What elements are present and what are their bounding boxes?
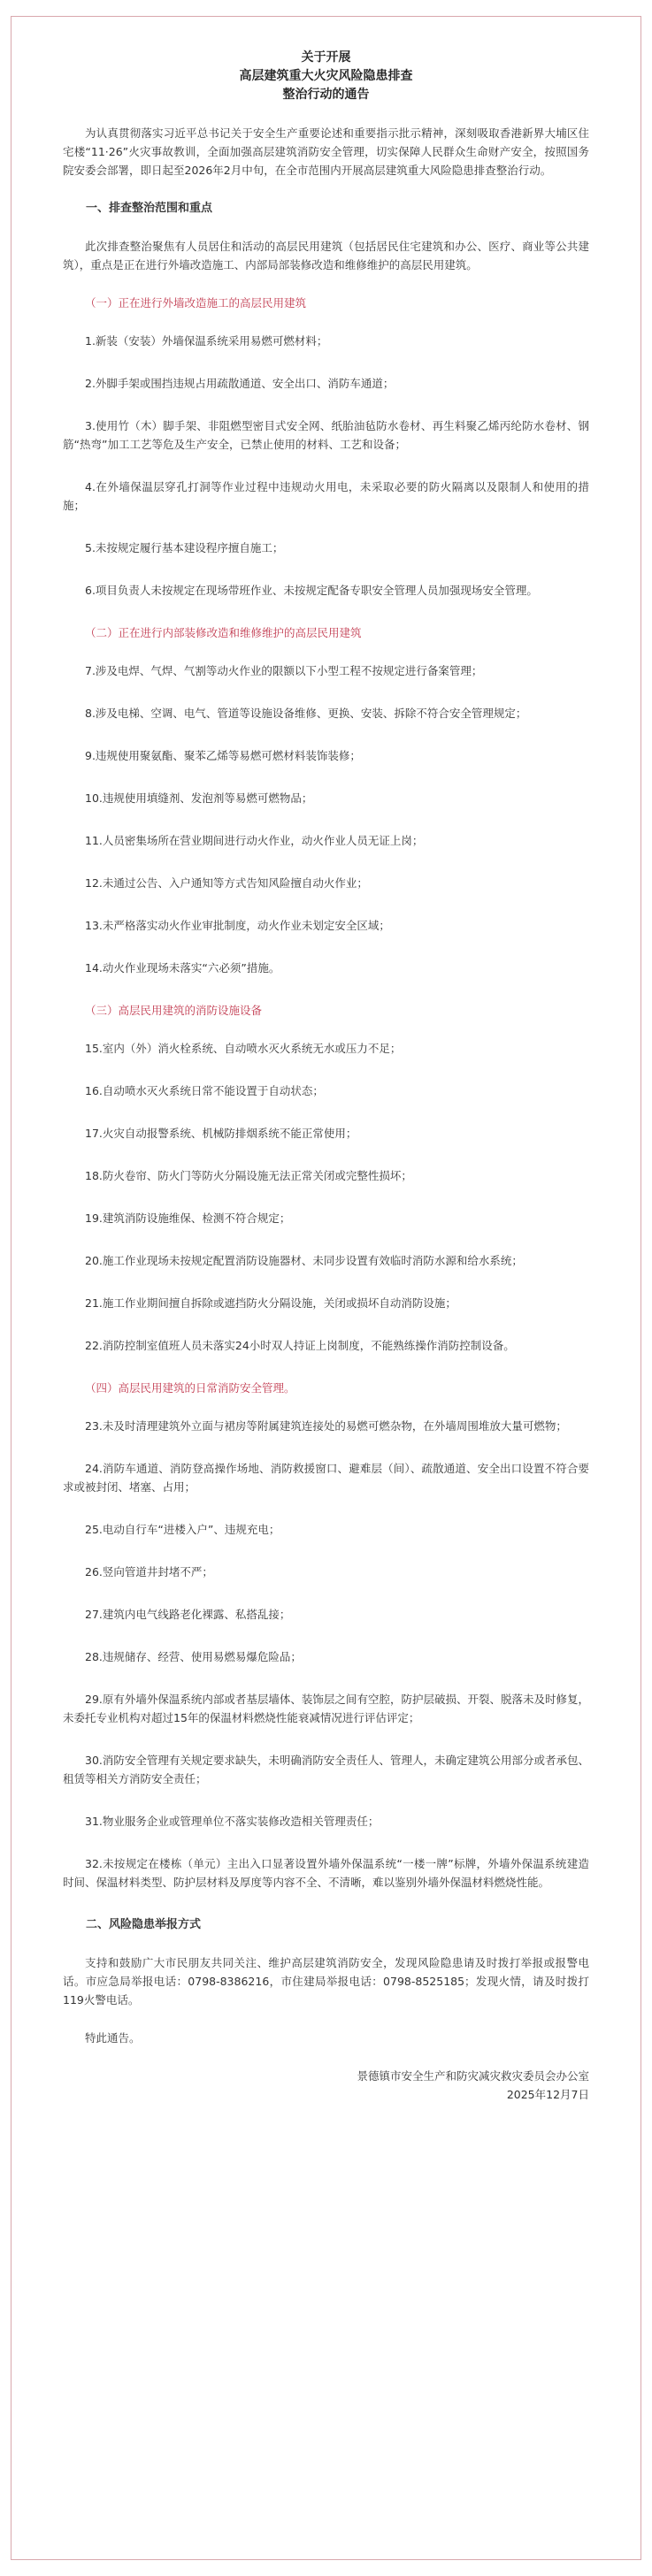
list-item: 18.防火卷帘、防火门等防火分隔设施无法正常关闭或完整性损坏； [85, 1169, 412, 1182]
list-item: 21.施工作业期间擅自拆除或遮挡防火分隔设施，关闭或损坏自动消防设施； [85, 1296, 456, 1310]
notice-body [63, 49, 589, 2104]
closing-text: 特此通告。 [85, 2031, 141, 2045]
list-item: 5.未按规定履行基本建设程序擅自施工； [85, 541, 284, 554]
group-2-heading: （二）正在进行内部装修改造和维修维护的高层民用建筑 [85, 626, 362, 639]
list-item: 24.消防车通道、消防登高操作场地、消防救援窗口、避难层（间）、疏散通道、安全出口设置不符合要求或被封闭、堵塞、占用； [63, 1462, 589, 1494]
list-item: 17.火灾自动报警系统、机械防排烟系统不能正常使用； [85, 1127, 357, 1140]
list-item: 27.建筑内电气线路老化裸露、私搭乱接； [85, 1608, 291, 1621]
section-1-intro: 此次排查整治聚焦有人员居住和活动的高层民用建筑（包括居民住宅建筑和办公、医疗、商业等公共建筑），重点是正在进行外墙改造施工、内部局部装修改造和维修维护的高层民用建筑。 [63, 240, 589, 271]
list-item: 1.新装（安装）外墙保温系统采用易燃可燃材料； [85, 334, 328, 348]
group-4-heading: （四）高层民用建筑的日常消防安全管理。 [85, 1381, 295, 1395]
list-item: 19.建筑消防设施维保、检测不符合规定； [85, 1212, 291, 1225]
list-item: 28.违规储存、经营、使用易燃易爆危险品； [85, 1650, 302, 1663]
list-item: 11.人员密集场所在营业期间进行动火作业，动火作业人员无证上岗； [85, 834, 424, 847]
title-line-3: 整治行动的通告 [282, 88, 370, 102]
list-item: 15.室内（外）消火栓系统、自动喷水灭火系统无水或压力不足； [85, 1042, 402, 1055]
list-item: 7.涉及电焊、气焊、气割等动火作业的限额以下小型工程不按规定进行备案管理； [85, 664, 483, 677]
notice-title [63, 49, 589, 104]
list-item: 22.消防控制室值班人员未落实24小时双人持证上岗制度，不能熟练操作消防控制设备。 [85, 1339, 515, 1352]
list-item: 25.电动自行车“进楼入户”、违规充电； [85, 1523, 280, 1536]
list-item: 29.原有外墙外保温系统内部或者基层墙体、装饰层之间有空腔，防护层破损、开裂、脱落未及时修复，未委托专业机构对超过15年的保温材料燃烧性能衰减情况进行评估评定； [63, 1693, 589, 1724]
signature-org: 景德镇市安全生产和防灾减灾救灾委员会办公室 [357, 2069, 589, 2083]
group-3-heading: （三）高层民用建筑的消防设施设备 [85, 1004, 263, 1017]
list-item: 31.物业服务企业或管理单位不落实装修改造相关管理责任； [85, 1815, 380, 1828]
list-item: 10.违规使用填缝剂、发泡剂等易燃可燃物品； [85, 791, 313, 805]
list-item: 2.外脚手架或围挡违规占用疏散通道、安全出口、消防车通道； [85, 377, 395, 390]
list-item: 30.消防安全管理有关规定要求缺失，未明确消防安全责任人、管理人，未确定建筑公用部分或者承包、租赁等相关方消防安全责任； [63, 1754, 589, 1785]
title-line-2: 高层建筑重大火灾风险隐患排查 [239, 69, 413, 83]
list-item: 20.施工作业现场未按规定配置消防设施器材、未同步设置有效临时消防水源和给水系统； [85, 1254, 523, 1267]
list-item: 32.未按规定在楼栋（单元）主出入口显著设置外墙外保温系统“一楼一牌”标牌，外墙外保温系统建造时间、保温材料类型、防护层材料及厚度等内容不全、不清晰，难以鉴别外墙外保温材料燃烧性能。 [63, 1857, 589, 1889]
list-item: 16.自动喷水灭火系统日常不能设置于自动状态； [85, 1084, 324, 1097]
list-item: 9.违规使用聚氨酯、聚苯乙烯等易燃可燃材料装饰装修； [85, 749, 361, 762]
list-item: 13.未严格落实动火作业审批制度，动火作业未划定安全区域； [85, 919, 390, 932]
notice-frame [11, 16, 641, 2560]
intro-paragraph: 为认真贯彻落实习近平总书记关于安全生产重要论述和重要指示批示精神，深刻吸取香港新界大埔区住宅楼“11·26”火灾事故教训，全面加强高层建筑消防安全管理，切实保障人民群众生命财产安全，按照国务院安委会部署，即日起至2026年2月中旬，在全市范围内开展高层建筑重大风险隐患排查整治行动。 [63, 126, 589, 177]
signature-date: 2025年12月7日 [506, 2088, 589, 2101]
title-line-1: 关于开展 [301, 50, 351, 65]
list-item: 6.项目负责人未按规定在现场带班作业、未按规定配备专职安全管理人员加强现场安全管理。 [85, 584, 538, 597]
list-item: 3.使用竹（木）脚手架、非阻燃型密目式安全网、纸胎油毡防水卷材、再生料聚乙烯丙纶防水卷材、钢筋“热弯”加工工艺等危及生产安全，已禁止使用的材料、工艺和设备； [63, 419, 589, 451]
section-1-heading: 一、排查整治范围和重点 [86, 202, 213, 215]
list-item: 14.动火作业现场未落实“六必须”措施。 [85, 961, 280, 975]
list-item: 4.在外墙保温层穿孔打洞等作业过程中违规动火用电，未采取必要的防火隔离以及限制人和使用的措施； [63, 480, 589, 512]
section-2-heading: 二、风险隐患举报方式 [86, 1918, 202, 1931]
list-item: 23.未及时清理建筑外立面与裙房等附属建筑连接处的易燃可燃杂物，在外墙周围堆放大量可燃物； [85, 1419, 567, 1433]
list-item: 26.竖向管道井封堵不严； [85, 1565, 213, 1578]
list-item: 8.涉及电梯、空调、电气、管道等设施设备维修、更换、安装、拆除不符合安全管理规定； [85, 707, 527, 720]
group-1-heading: （一）正在进行外墙改造施工的高层民用建筑 [85, 296, 307, 310]
list-item: 12.未通过公告、入户通知等方式告知风险擅自动火作业； [85, 876, 368, 890]
section-2-text: 支持和鼓励广大市民朋友共同关注、维护高层建筑消防安全，发现风险隐患请及时拨打举报或报警电话。市应急局举报电话：0798-8386216，市住建局举报电话：0798-8525185；发现火情，请及时拨打119火警电话。 [63, 1956, 589, 2007]
